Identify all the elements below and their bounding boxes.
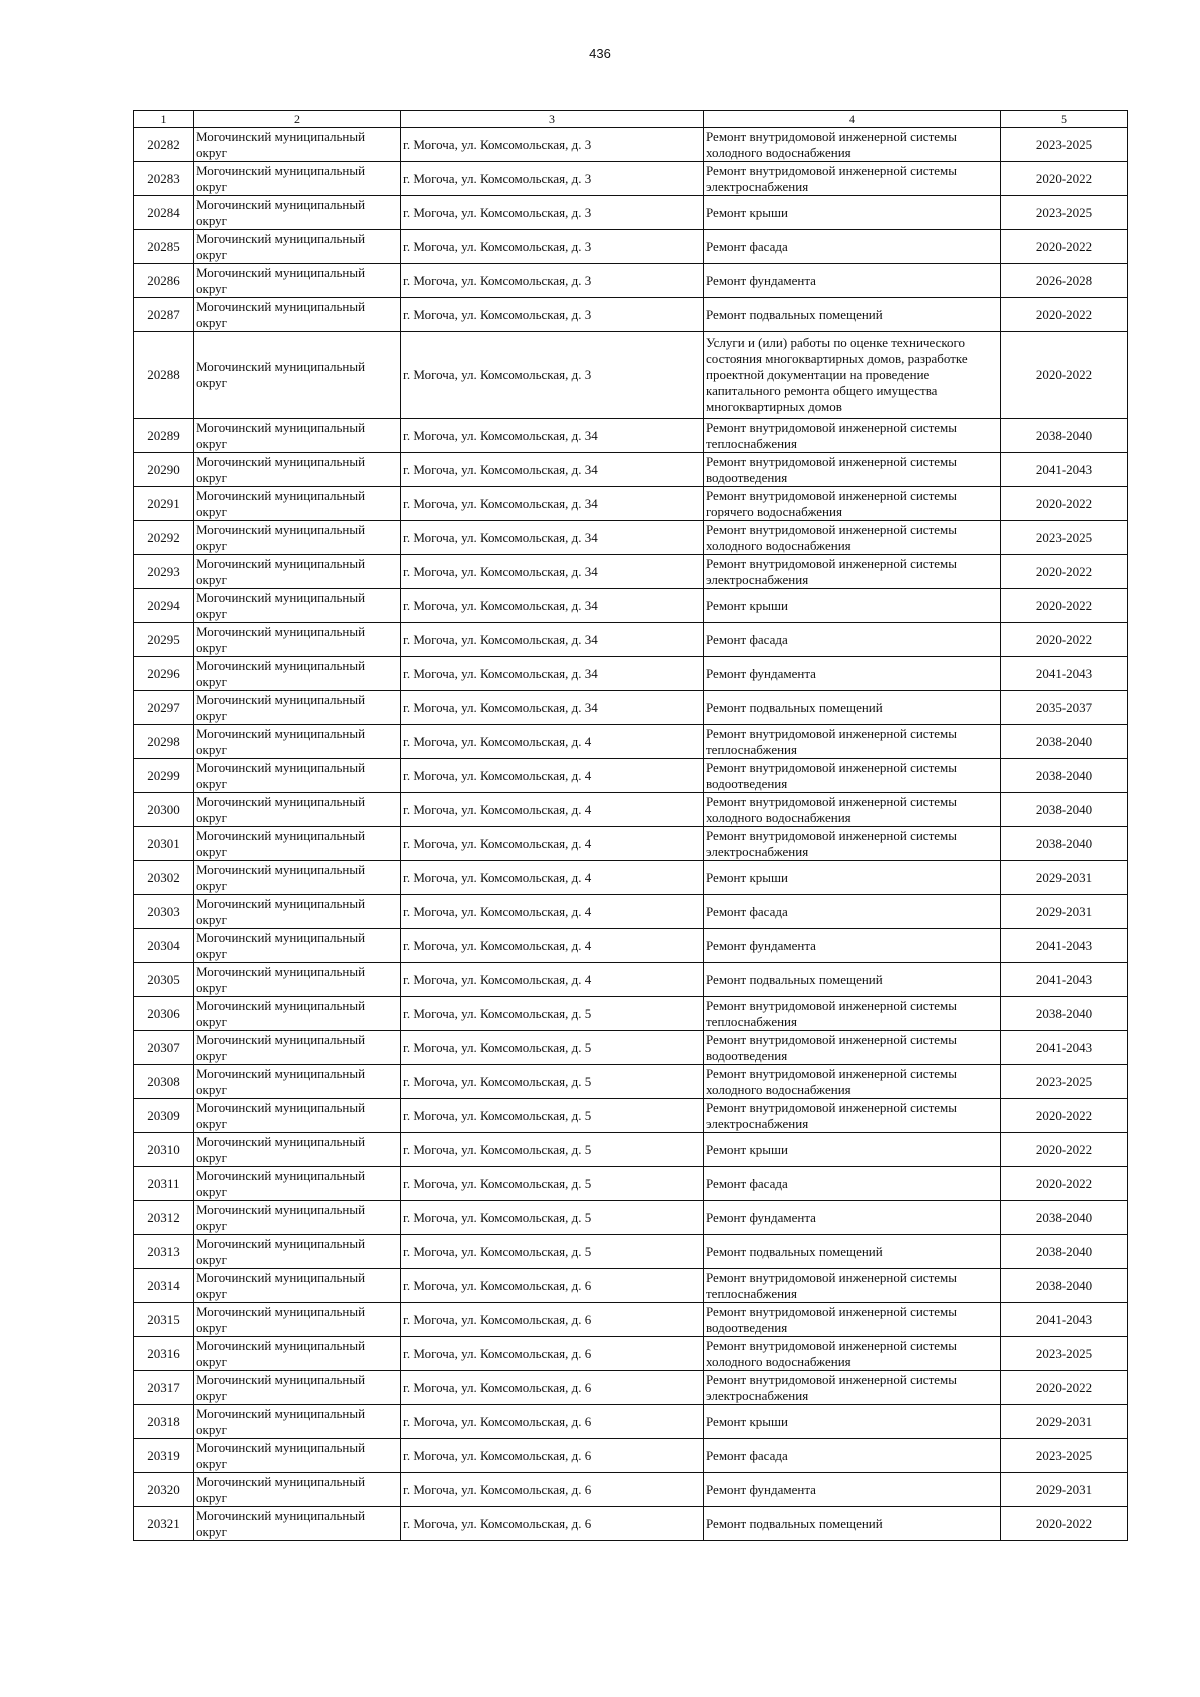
period-cell: 2038-2040 (1001, 759, 1128, 793)
address-cell: г. Могоча, ул. Комсомольская, д. 5 (401, 997, 704, 1031)
district-cell: Могочинский муниципальный округ (194, 264, 401, 298)
district-cell: Могочинский муниципальный округ (194, 1507, 401, 1541)
address-cell: г. Могоча, ул. Комсомольская, д. 6 (401, 1269, 704, 1303)
period-cell: 2020-2022 (1001, 332, 1128, 419)
district-cell: Могочинский муниципальный округ (194, 725, 401, 759)
table-row (134, 1303, 1128, 1337)
table-row (134, 521, 1128, 555)
table-row (134, 1133, 1128, 1167)
table-row (134, 1269, 1128, 1303)
work-type-cell: Ремонт крыши (704, 1405, 1001, 1439)
page-number: 436 (589, 46, 611, 61)
district-cell: Могочинский муниципальный округ (194, 1473, 401, 1507)
row-number-cell: 20287 (134, 298, 194, 332)
district-cell: Могочинский муниципальный округ (194, 589, 401, 623)
work-type-cell: Ремонт внутридомовой инженерной системы холодного водоснабжения (704, 521, 1001, 555)
address-cell: г. Могоча, ул. Комсомольская, д. 3 (401, 264, 704, 298)
district-cell: Могочинский муниципальный округ (194, 419, 401, 453)
work-type-cell: Ремонт фасада (704, 230, 1001, 264)
row-number-cell: 20286 (134, 264, 194, 298)
address-cell: г. Могоча, ул. Комсомольская, д. 34 (401, 555, 704, 589)
district-cell: Могочинский муниципальный округ (194, 1269, 401, 1303)
period-cell: 2041-2043 (1001, 1031, 1128, 1065)
work-type-cell: Ремонт внутридомовой инженерной системы электроснабжения (704, 1371, 1001, 1405)
table-row (134, 453, 1128, 487)
district-cell: Могочинский муниципальный округ (194, 453, 401, 487)
table-row (134, 1473, 1128, 1507)
address-cell: г. Могоча, ул. Комсомольская, д. 6 (401, 1303, 704, 1337)
period-cell: 2041-2043 (1001, 657, 1128, 691)
row-number-cell: 20296 (134, 657, 194, 691)
address-cell: г. Могоча, ул. Комсомольская, д. 3 (401, 128, 704, 162)
district-cell: Могочинский муниципальный округ (194, 1439, 401, 1473)
table-row (134, 589, 1128, 623)
work-type-cell: Ремонт подвальных помещений (704, 1235, 1001, 1269)
work-type-cell: Ремонт крыши (704, 861, 1001, 895)
address-cell: г. Могоча, ул. Комсомольская, д. 5 (401, 1201, 704, 1235)
table-row (134, 793, 1128, 827)
table-row (134, 162, 1128, 196)
district-cell: Могочинский муниципальный округ (194, 230, 401, 264)
period-cell: 2023-2025 (1001, 1065, 1128, 1099)
work-type-cell: Ремонт крыши (704, 196, 1001, 230)
column-header: 5 (1001, 111, 1128, 128)
table-row (134, 997, 1128, 1031)
period-cell: 2023-2025 (1001, 1337, 1128, 1371)
address-cell: г. Могоча, ул. Комсомольская, д. 34 (401, 521, 704, 555)
district-cell: Могочинский муниципальный округ (194, 1371, 401, 1405)
period-cell: 2020-2022 (1001, 162, 1128, 196)
table-row (134, 1507, 1128, 1541)
row-number-cell: 20300 (134, 793, 194, 827)
period-cell: 2038-2040 (1001, 793, 1128, 827)
row-number-cell: 20282 (134, 128, 194, 162)
address-cell: г. Могоча, ул. Комсомольская, д. 6 (401, 1473, 704, 1507)
address-cell: г. Могоча, ул. Комсомольская, д. 5 (401, 1235, 704, 1269)
work-type-cell: Ремонт внутридомовой инженерной системы электроснабжения (704, 162, 1001, 196)
row-number-cell: 20312 (134, 1201, 194, 1235)
row-number-cell: 20309 (134, 1099, 194, 1133)
work-type-cell: Ремонт крыши (704, 1133, 1001, 1167)
row-number-cell: 20315 (134, 1303, 194, 1337)
district-cell: Могочинский муниципальный округ (194, 929, 401, 963)
period-cell: 2029-2031 (1001, 1473, 1128, 1507)
row-number-cell: 20317 (134, 1371, 194, 1405)
address-cell: г. Могоча, ул. Комсомольская, д. 4 (401, 759, 704, 793)
table-row (134, 1065, 1128, 1099)
row-number-cell: 20319 (134, 1439, 194, 1473)
address-cell: г. Могоча, ул. Комсомольская, д. 34 (401, 419, 704, 453)
work-type-cell: Ремонт фундамента (704, 1473, 1001, 1507)
row-number-cell: 20291 (134, 487, 194, 521)
address-cell: г. Могоча, ул. Комсомольская, д. 4 (401, 827, 704, 861)
row-number-cell: 20313 (134, 1235, 194, 1269)
period-cell: 2038-2040 (1001, 997, 1128, 1031)
address-cell: г. Могоча, ул. Комсомольская, д. 34 (401, 589, 704, 623)
column-header: 1 (134, 111, 194, 128)
row-number-cell: 20295 (134, 623, 194, 657)
period-cell: 2020-2022 (1001, 1133, 1128, 1167)
header-row (134, 111, 1128, 128)
district-cell: Могочинский муниципальный округ (194, 1099, 401, 1133)
row-number-cell: 20283 (134, 162, 194, 196)
row-number-cell: 20316 (134, 1337, 194, 1371)
work-type-cell: Ремонт фундамента (704, 264, 1001, 298)
address-cell: г. Могоча, ул. Комсомольская, д. 4 (401, 963, 704, 997)
period-cell: 2020-2022 (1001, 1371, 1128, 1405)
work-type-cell: Ремонт внутридомовой инженерной системы водоотведения (704, 1031, 1001, 1065)
district-cell: Могочинский муниципальный округ (194, 997, 401, 1031)
row-number-cell: 20290 (134, 453, 194, 487)
address-cell: г. Могоча, ул. Комсомольская, д. 34 (401, 691, 704, 725)
period-cell: 2023-2025 (1001, 521, 1128, 555)
row-number-cell: 20318 (134, 1405, 194, 1439)
address-cell: г. Могоча, ул. Комсомольская, д. 4 (401, 929, 704, 963)
work-type-cell: Ремонт внутридомовой инженерной системы теплоснабжения (704, 725, 1001, 759)
row-number-cell: 20310 (134, 1133, 194, 1167)
table-row (134, 1167, 1128, 1201)
row-number-cell: 20288 (134, 332, 194, 419)
address-cell: г. Могоча, ул. Комсомольская, д. 5 (401, 1167, 704, 1201)
district-cell: Могочинский муниципальный округ (194, 1303, 401, 1337)
table-row (134, 419, 1128, 453)
work-type-cell: Ремонт внутридомовой инженерной системы горячего водоснабжения (704, 487, 1001, 521)
work-type-cell: Услуги и (или) работы по оценке технического состояния многоквартирных домов, разработке проектной документации на проведение капитального ремонта общего имущества многоквартирных домов (704, 332, 1001, 419)
table-row (134, 861, 1128, 895)
period-cell: 2038-2040 (1001, 419, 1128, 453)
work-type-cell: Ремонт фундамента (704, 1201, 1001, 1235)
period-cell: 2038-2040 (1001, 1235, 1128, 1269)
period-cell: 2023-2025 (1001, 1439, 1128, 1473)
period-cell: 2038-2040 (1001, 725, 1128, 759)
row-number-cell: 20306 (134, 997, 194, 1031)
table-row (134, 1201, 1128, 1235)
district-cell: Могочинский муниципальный округ (194, 1167, 401, 1201)
work-type-cell: Ремонт подвальных помещений (704, 298, 1001, 332)
address-cell: г. Могоча, ул. Комсомольская, д. 4 (401, 895, 704, 929)
address-cell: г. Могоча, ул. Комсомольская, д. 4 (401, 725, 704, 759)
period-cell: 2029-2031 (1001, 861, 1128, 895)
table-row (134, 1337, 1128, 1371)
district-cell: Могочинский муниципальный округ (194, 657, 401, 691)
period-cell: 2020-2022 (1001, 623, 1128, 657)
district-cell: Могочинский муниципальный округ (194, 963, 401, 997)
period-cell: 2020-2022 (1001, 487, 1128, 521)
work-type-cell: Ремонт внутридомовой инженерной системы электроснабжения (704, 1099, 1001, 1133)
work-type-cell: Ремонт внутридомовой инженерной системы водоотведения (704, 453, 1001, 487)
table-row (134, 128, 1128, 162)
row-number-cell: 20311 (134, 1167, 194, 1201)
district-cell: Могочинский муниципальный округ (194, 128, 401, 162)
address-cell: г. Могоча, ул. Комсомольская, д. 3 (401, 162, 704, 196)
period-cell: 2020-2022 (1001, 1099, 1128, 1133)
district-cell: Могочинский муниципальный округ (194, 895, 401, 929)
row-number-cell: 20308 (134, 1065, 194, 1099)
work-type-cell: Ремонт внутридомовой инженерной системы электроснабжения (704, 827, 1001, 861)
row-number-cell: 20321 (134, 1507, 194, 1541)
district-cell: Могочинский муниципальный округ (194, 298, 401, 332)
table-row (134, 963, 1128, 997)
row-number-cell: 20292 (134, 521, 194, 555)
district-cell: Могочинский муниципальный округ (194, 521, 401, 555)
period-cell: 2020-2022 (1001, 298, 1128, 332)
table-row (134, 196, 1128, 230)
work-type-cell: Ремонт фасада (704, 895, 1001, 929)
column-header: 3 (401, 111, 704, 128)
row-number-cell: 20298 (134, 725, 194, 759)
work-type-cell: Ремонт внутридомовой инженерной системы теплоснабжения (704, 419, 1001, 453)
table-row (134, 1405, 1128, 1439)
work-type-cell: Ремонт фундамента (704, 929, 1001, 963)
row-number-cell: 20320 (134, 1473, 194, 1507)
table-row (134, 929, 1128, 963)
address-cell: г. Могоча, ул. Комсомольская, д. 6 (401, 1439, 704, 1473)
district-cell: Могочинский муниципальный округ (194, 162, 401, 196)
table-row (134, 657, 1128, 691)
row-number-cell: 20289 (134, 419, 194, 453)
address-cell: г. Могоча, ул. Комсомольская, д. 5 (401, 1099, 704, 1133)
district-cell: Могочинский муниципальный округ (194, 793, 401, 827)
work-type-cell: Ремонт подвальных помещений (704, 963, 1001, 997)
period-cell: 2020-2022 (1001, 1167, 1128, 1201)
address-cell: г. Могоча, ул. Комсомольская, д. 3 (401, 230, 704, 264)
work-type-cell: Ремонт внутридомовой инженерной системы электроснабжения (704, 555, 1001, 589)
work-type-cell: Ремонт внутридомовой инженерной системы холодного водоснабжения (704, 793, 1001, 827)
work-type-cell: Ремонт внутридомовой инженерной системы водоотведения (704, 759, 1001, 793)
row-number-cell: 20304 (134, 929, 194, 963)
table-body (134, 128, 1128, 1541)
row-number-cell: 20297 (134, 691, 194, 725)
district-cell: Могочинский муниципальный округ (194, 1405, 401, 1439)
row-number-cell: 20294 (134, 589, 194, 623)
address-cell: г. Могоча, ул. Комсомольская, д. 34 (401, 657, 704, 691)
table-row (134, 1439, 1128, 1473)
address-cell: г. Могоча, ул. Комсомольская, д. 5 (401, 1133, 704, 1167)
table-row (134, 555, 1128, 589)
work-type-cell: Ремонт фасада (704, 623, 1001, 657)
period-cell: 2023-2025 (1001, 196, 1128, 230)
row-number-cell: 20307 (134, 1031, 194, 1065)
row-number-cell: 20303 (134, 895, 194, 929)
work-type-cell: Ремонт фасада (704, 1167, 1001, 1201)
district-cell: Могочинский муниципальный округ (194, 1235, 401, 1269)
table-row (134, 1031, 1128, 1065)
district-cell: Могочинский муниципальный округ (194, 1065, 401, 1099)
district-cell: Могочинский муниципальный округ (194, 487, 401, 521)
address-cell: г. Могоча, ул. Комсомольская, д. 4 (401, 861, 704, 895)
row-number-cell: 20285 (134, 230, 194, 264)
district-cell: Могочинский муниципальный округ (194, 1337, 401, 1371)
work-type-cell: Ремонт внутридомовой инженерной системы теплоснабжения (704, 997, 1001, 1031)
work-type-cell: Ремонт фасада (704, 1439, 1001, 1473)
address-cell: г. Могоча, ул. Комсомольская, д. 5 (401, 1065, 704, 1099)
period-cell: 2020-2022 (1001, 589, 1128, 623)
district-cell: Могочинский муниципальный округ (194, 759, 401, 793)
work-type-cell: Ремонт фундамента (704, 657, 1001, 691)
work-type-cell: Ремонт внутридомовой инженерной системы холодного водоснабжения (704, 128, 1001, 162)
address-cell: г. Могоча, ул. Комсомольская, д. 34 (401, 623, 704, 657)
address-cell: г. Могоча, ул. Комсомольская, д. 6 (401, 1337, 704, 1371)
row-number-cell: 20314 (134, 1269, 194, 1303)
period-cell: 2029-2031 (1001, 895, 1128, 929)
table-row (134, 623, 1128, 657)
table-row (134, 691, 1128, 725)
period-cell: 2041-2043 (1001, 963, 1128, 997)
row-number-cell: 20299 (134, 759, 194, 793)
table-row (134, 230, 1128, 264)
period-cell: 2020-2022 (1001, 555, 1128, 589)
table-row (134, 725, 1128, 759)
work-type-cell: Ремонт подвальных помещений (704, 1507, 1001, 1541)
address-cell: г. Могоча, ул. Комсомольская, д. 5 (401, 1031, 704, 1065)
period-cell: 2041-2043 (1001, 1303, 1128, 1337)
row-number-cell: 20293 (134, 555, 194, 589)
period-cell: 2041-2043 (1001, 453, 1128, 487)
district-cell: Могочинский муниципальный округ (194, 555, 401, 589)
table-row (134, 264, 1128, 298)
district-cell: Могочинский муниципальный округ (194, 691, 401, 725)
table-row (134, 332, 1128, 419)
district-cell: Могочинский муниципальный округ (194, 196, 401, 230)
work-type-cell: Ремонт внутридомовой инженерной системы холодного водоснабжения (704, 1337, 1001, 1371)
table-row (134, 487, 1128, 521)
address-cell: г. Могоча, ул. Комсомольская, д. 3 (401, 196, 704, 230)
row-number-cell: 20302 (134, 861, 194, 895)
register-table (133, 110, 1128, 1541)
work-type-cell: Ремонт крыши (704, 589, 1001, 623)
period-cell: 2038-2040 (1001, 1201, 1128, 1235)
table-row (134, 1371, 1128, 1405)
row-number-cell: 20305 (134, 963, 194, 997)
address-cell: г. Могоча, ул. Комсомольская, д. 3 (401, 332, 704, 419)
period-cell: 2026-2028 (1001, 264, 1128, 298)
table-row (134, 1099, 1128, 1133)
address-cell: г. Могоча, ул. Комсомольская, д. 4 (401, 793, 704, 827)
table-row (134, 827, 1128, 861)
district-cell: Могочинский муниципальный округ (194, 1201, 401, 1235)
row-number-cell: 20301 (134, 827, 194, 861)
column-header: 4 (704, 111, 1001, 128)
table-row (134, 759, 1128, 793)
column-header: 2 (194, 111, 401, 128)
period-cell: 2035-2037 (1001, 691, 1128, 725)
address-cell: г. Могоча, ул. Комсомольская, д. 34 (401, 453, 704, 487)
address-cell: г. Могоча, ул. Комсомольская, д. 6 (401, 1371, 704, 1405)
district-cell: Могочинский муниципальный округ (194, 332, 401, 419)
district-cell: Могочинский муниципальный округ (194, 827, 401, 861)
period-cell: 2023-2025 (1001, 128, 1128, 162)
address-cell: г. Могоча, ул. Комсомольская, д. 34 (401, 487, 704, 521)
district-cell: Могочинский муниципальный округ (194, 1133, 401, 1167)
period-cell: 2020-2022 (1001, 1507, 1128, 1541)
district-cell: Могочинский муниципальный округ (194, 623, 401, 657)
district-cell: Могочинский муниципальный округ (194, 1031, 401, 1065)
period-cell: 2038-2040 (1001, 827, 1128, 861)
period-cell: 2020-2022 (1001, 230, 1128, 264)
district-cell: Могочинский муниципальный округ (194, 861, 401, 895)
table-row (134, 1235, 1128, 1269)
work-type-cell: Ремонт внутридомовой инженерной системы водоотведения (704, 1303, 1001, 1337)
work-type-cell: Ремонт внутридомовой инженерной системы теплоснабжения (704, 1269, 1001, 1303)
period-cell: 2029-2031 (1001, 1405, 1128, 1439)
period-cell: 2041-2043 (1001, 929, 1128, 963)
table-row (134, 298, 1128, 332)
table-header (134, 111, 1128, 128)
work-type-cell: Ремонт внутридомовой инженерной системы холодного водоснабжения (704, 1065, 1001, 1099)
work-type-cell: Ремонт подвальных помещений (704, 691, 1001, 725)
period-cell: 2038-2040 (1001, 1269, 1128, 1303)
address-cell: г. Могоча, ул. Комсомольская, д. 6 (401, 1507, 704, 1541)
address-cell: г. Могоча, ул. Комсомольская, д. 6 (401, 1405, 704, 1439)
row-number-cell: 20284 (134, 196, 194, 230)
address-cell: г. Могоча, ул. Комсомольская, д. 3 (401, 298, 704, 332)
table-row (134, 895, 1128, 929)
